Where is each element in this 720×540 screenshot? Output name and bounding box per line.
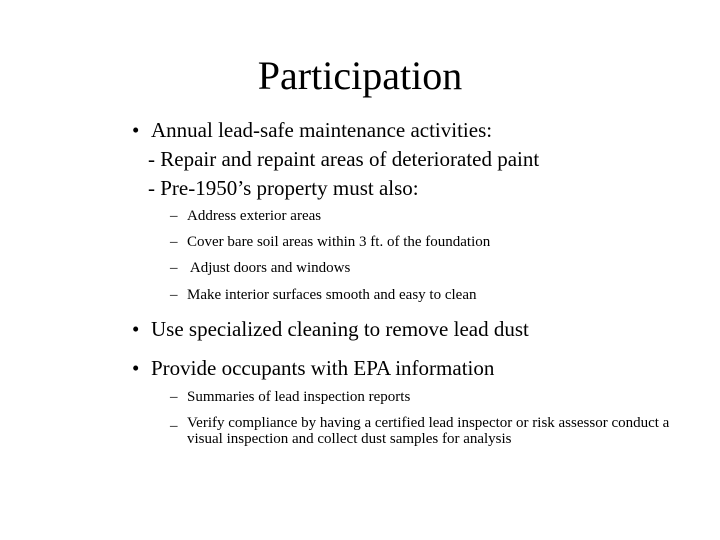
dash-marker: –	[170, 418, 178, 434]
subline-repair-repaint: - Repair and repaint areas of deteriorated paint	[148, 147, 540, 171]
sub-item-text: Address exterior areas	[187, 208, 322, 224]
dash-marker: –	[170, 234, 178, 250]
dash-marker: –	[170, 260, 178, 276]
bullet-dot: •	[132, 317, 140, 341]
bullet-text: Provide occupants with EPA information	[151, 356, 495, 380]
dash-marker: –	[170, 287, 178, 303]
slide-title: Participation	[257, 53, 463, 98]
bullet-text: Use specialized cleaning to remove lead dust	[151, 317, 529, 341]
sub-item-text: Cover bare soil areas within 3 ft. of the foundation	[187, 234, 491, 250]
bullet-text: Annual lead-safe maintenance activities:	[151, 118, 493, 142]
sub-item-text: Summaries of lead inspection reports	[187, 389, 411, 405]
bullet-dot: •	[132, 118, 140, 142]
sub-item-text: Verify compliance by having a certified lead inspector or risk assessor conduct a visual inspection and collect dust samples for analysis	[187, 415, 670, 447]
sub-item-text: Make interior surfaces smooth and easy to clean	[187, 287, 477, 303]
sub-item-text: Adjust doors and windows	[187, 260, 351, 276]
dash-marker: –	[170, 389, 178, 405]
bullet-dot: •	[132, 356, 140, 380]
dash-marker: –	[170, 208, 178, 224]
subline-pre-1950: - Pre-1950’s property must also:	[148, 176, 419, 200]
